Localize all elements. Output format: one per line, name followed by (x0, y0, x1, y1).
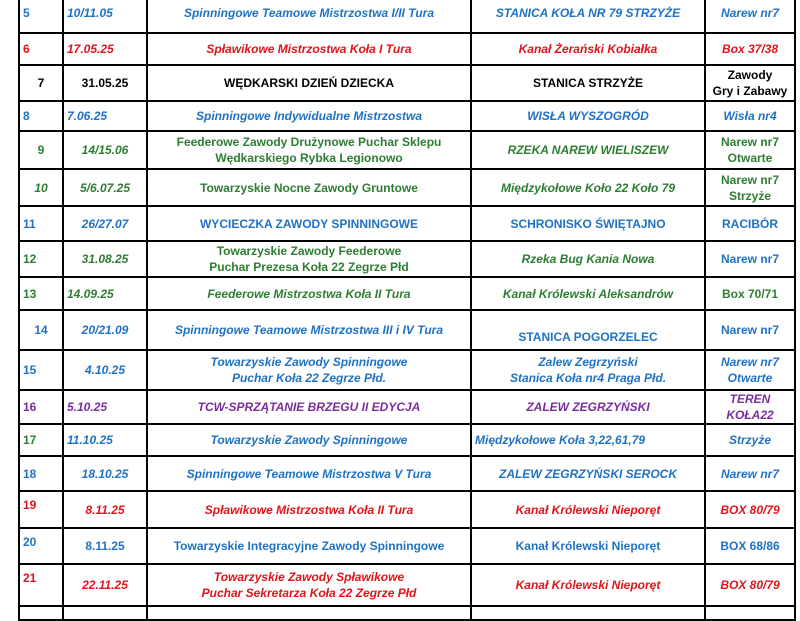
event-name: Spławikowe Mistrzostwa Koła I Tura (147, 33, 471, 65)
table-row (19, 456, 795, 491)
event-name: Towarzyskie Zawody Spinningowe (147, 424, 471, 456)
event-date: 26/27.07 (63, 206, 147, 241)
event-date: 8.11.25 (63, 491, 147, 528)
event-date: 10/11.05 (63, 0, 147, 33)
event-place: Rzeka Bug Kania Nowa (471, 241, 705, 277)
event-name-line: Feederowe Zawody Drużynowe Puchar Sklepu (176, 135, 442, 149)
event-place: Kanał Żerański Kobiałka (471, 33, 705, 65)
event-place: Międzykołowe Koło 22 Koło 79 (471, 169, 705, 206)
table-row (19, 606, 795, 620)
event-name: Spinningowe Teamowe Mistrzostwa I/II Tura (147, 0, 471, 33)
table-row (19, 65, 795, 101)
event-date: 8.11.25 (63, 528, 147, 564)
event-date: 17.05.25 (63, 33, 147, 65)
location-line: Narew nr7 (720, 172, 780, 187)
event-number: 11 (19, 206, 63, 241)
event-date (63, 606, 147, 620)
event-name-line: Towarzyskie Zawody Spinningowe (210, 355, 408, 369)
event-location: Box 37/38 (705, 33, 795, 65)
event-location: BOX 68/86 (705, 528, 795, 564)
event-place: STANICA STRZYŻE (471, 65, 705, 101)
event-place: ZALEW ZEGRZYŃSKI (471, 390, 705, 424)
event-location: RACIBÓR (705, 206, 795, 241)
event-name: Feederowe Mistrzostwa Koła II Tura (147, 277, 471, 310)
event-location: Wisła nr4 (705, 101, 795, 131)
event-date: 7.06.25 (63, 101, 147, 131)
event-number: 20 (19, 528, 63, 564)
event-number: 9 (19, 131, 63, 169)
event-location: Strzyże (705, 424, 795, 456)
event-place: STANICA POGORZELEC (471, 310, 705, 350)
event-number: 16 (19, 390, 63, 424)
location-line: Strzyże (728, 188, 772, 203)
event-number: 5 (19, 0, 63, 33)
event-name-line: Puchar Koła 22 Zegrze Płd. (231, 371, 387, 385)
event-location: BOX 80/79 (705, 564, 795, 606)
location-line: Gry i Zabawy (712, 84, 788, 98)
event-date: 18.10.25 (63, 456, 147, 491)
event-name-line: Towarzyskie Zawody Feederowe (216, 244, 402, 258)
table-row (19, 390, 795, 424)
event-name: TCW-SPRZĄTANIE BRZEGU II EDYCJA (147, 390, 471, 424)
table-row (19, 241, 795, 277)
event-number: 12 (19, 241, 63, 277)
event-place: Kanał Królewski Nieporęt (471, 491, 705, 528)
table-row (19, 350, 795, 390)
event-name: WYCIECZKA ZAWODY SPINNINGOWE (147, 206, 471, 241)
location-line: TEREN (729, 392, 771, 406)
event-number (19, 606, 63, 620)
event-location: Narew nr7 (705, 310, 795, 350)
location-line: Zawody (727, 68, 773, 82)
event-date: 14.09.25 (63, 277, 147, 310)
event-number: 14 (19, 310, 63, 350)
event-date: 14/15.06 (63, 131, 147, 169)
location-line: Otwarte (727, 371, 773, 385)
event-name: Spinningowe Teamowe Mistrzostwa V Tura (147, 456, 471, 491)
location-line: Narew nr7 (720, 135, 780, 149)
event-location: Narew nr7 (705, 0, 795, 33)
location-line: Narew nr7 (720, 355, 780, 369)
event-location (705, 606, 795, 620)
event-place: STANICA KOŁA NR 79 STRZYŻE (471, 0, 705, 33)
event-place (471, 350, 705, 390)
event-location: Narew nr7 (705, 241, 795, 277)
event-date: 20/21.09 (63, 310, 147, 350)
table-row (19, 131, 795, 169)
event-location: BOX 80/79 (705, 491, 795, 528)
table-row (19, 169, 795, 206)
event-number: 15 (19, 350, 63, 390)
competition-schedule-table (18, 0, 796, 621)
event-date: 11.10.25 (63, 424, 147, 456)
event-number: 18 (19, 456, 63, 491)
event-name (147, 131, 471, 169)
event-name-line: Towarzyskie Zawody Spławikowe (213, 570, 405, 584)
event-name: Towarzyskie Integracyjne Zawody Spinningowe (147, 528, 471, 564)
event-place: WISŁA WYSZOGRÓD (471, 101, 705, 131)
event-name: WĘDKARSKI DZIEŃ DZIECKA (147, 65, 471, 101)
event-number: 7 (19, 65, 63, 101)
table-row (19, 206, 795, 241)
event-date: 5/6.07.25 (63, 169, 147, 206)
event-date: 22.11.25 (63, 564, 147, 606)
event-name-line: Wędkarskiego Rybka Legionowo (215, 151, 403, 165)
event-place: SCHRONISKO ŚWIĘTAJNO (471, 206, 705, 241)
event-name: Towarzyskie Nocne Zawody Gruntowe (147, 169, 471, 206)
event-name: Spławikowe Mistrzostwa Koła II Tura (147, 491, 471, 528)
event-name-line: Puchar Prezesa Koła 22 Zegrze Płd (209, 260, 409, 274)
event-location (705, 131, 795, 169)
table-row (19, 491, 795, 528)
event-number: 21 (19, 564, 63, 606)
table-row (19, 310, 795, 350)
event-date: 31.05.25 (63, 65, 147, 101)
table-row (19, 0, 795, 33)
event-place (471, 606, 705, 620)
event-name: Spinningowe Teamowe Mistrzostwa III i IV Tura (147, 310, 471, 350)
event-place: Międzykołowe Koła 3,22,61,79 (471, 424, 705, 456)
event-number: 13 (19, 277, 63, 310)
event-number: 8 (19, 101, 63, 131)
table-row (19, 424, 795, 456)
event-location: Box 70/71 (705, 277, 795, 310)
event-place: Kanał Królewski Nieporęt (471, 528, 705, 564)
table-row (19, 33, 795, 65)
event-location (705, 390, 795, 424)
event-name: Spinningowe Indywidualne Mistrzostwa (147, 101, 471, 131)
event-date: 4.10.25 (63, 350, 147, 390)
event-location (705, 350, 795, 390)
event-place-line: Stanica Koła nr4 Praga Płd. (509, 371, 667, 385)
event-location: Narew nr7 (705, 456, 795, 491)
table-row (19, 528, 795, 564)
event-number: 10 (19, 169, 63, 206)
event-number: 17 (19, 424, 63, 456)
event-place: Kanał Królewski Nieporęt (471, 564, 705, 606)
table-row (19, 101, 795, 131)
event-name (147, 606, 471, 620)
event-name-line: Puchar Sekretarza Koła 22 Zegrze Płd (201, 586, 417, 600)
table-row (19, 277, 795, 310)
event-location (705, 169, 795, 206)
event-name (147, 350, 471, 390)
location-line: Otwarte (727, 151, 773, 165)
location-line: KOŁA22 (726, 408, 774, 422)
event-place: Kanał Królewski Aleksandrów (471, 277, 705, 310)
event-name (147, 241, 471, 277)
event-number: 6 (19, 33, 63, 65)
event-date: 5.10.25 (63, 390, 147, 424)
event-place: ZALEW ZEGRZYŃSKI SEROCK (471, 456, 705, 491)
event-location (705, 65, 795, 101)
event-number: 19 (19, 491, 63, 528)
event-date: 31.08.25 (63, 241, 147, 277)
event-place: RZEKA NAREW WIELISZEW (471, 131, 705, 169)
event-place-line: Zalew Zegrzyński (538, 355, 638, 369)
